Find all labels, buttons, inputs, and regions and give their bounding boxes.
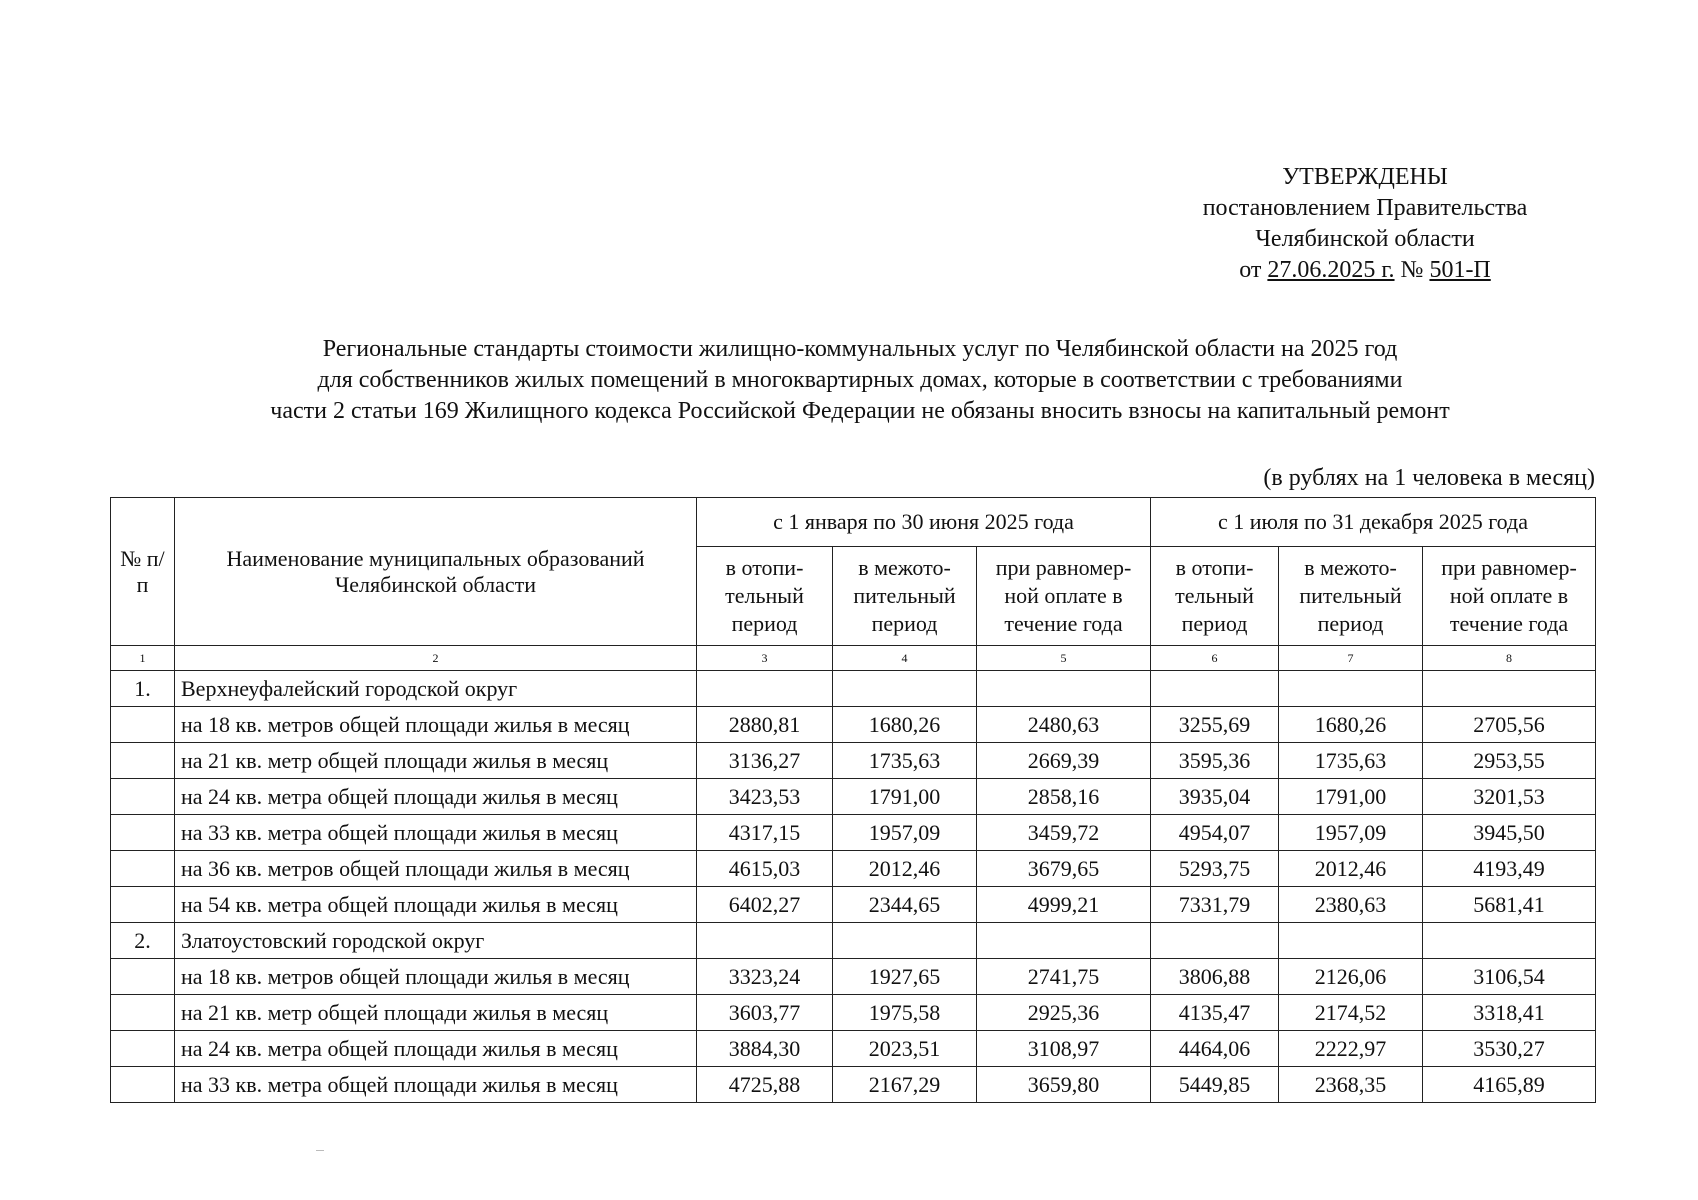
table-row	[111, 1067, 1596, 1103]
value-cell	[1423, 671, 1596, 707]
value-cell: 7331,79	[1151, 887, 1279, 923]
value-cell: 2705,56	[1423, 707, 1596, 743]
value-cell: 3108,97	[977, 1031, 1151, 1067]
subheader-nonheating: в межото-пительный период	[1279, 547, 1423, 646]
table-row	[111, 743, 1596, 779]
value-cell	[1423, 923, 1596, 959]
value-cell: 4999,21	[977, 887, 1151, 923]
value-cell: 1957,09	[833, 815, 977, 851]
row-name: на 33 кв. метра общей площади жилья в месяц	[175, 815, 697, 851]
row-name: на 33 кв. метра общей площади жилья в месяц	[175, 1067, 697, 1103]
approval-prefix: от	[1239, 257, 1262, 283]
approval-date: 27.06.2025 г.	[1267, 257, 1395, 283]
value-cell: 4193,49	[1423, 851, 1596, 887]
column-number: 3	[697, 646, 833, 671]
value-cell: 5449,85	[1151, 1067, 1279, 1103]
header-period-2: с 1 июля по 31 декабря 2025 года	[1151, 498, 1596, 547]
value-cell: 2023,51	[833, 1031, 977, 1067]
value-cell: 3106,54	[1423, 959, 1596, 995]
approval-line: Челябинской области	[1255, 226, 1475, 252]
value-cell: 3884,30	[697, 1031, 833, 1067]
value-cell: 1735,63	[833, 743, 977, 779]
table-row	[111, 707, 1596, 743]
value-cell: 3935,04	[1151, 779, 1279, 815]
column-number: 2	[175, 646, 697, 671]
value-cell: 2741,75	[977, 959, 1151, 995]
header-num: № п/п	[111, 498, 175, 646]
value-cell	[1151, 923, 1279, 959]
value-cell: 2380,63	[1279, 887, 1423, 923]
value-cell: 2880,81	[697, 707, 833, 743]
row-number	[111, 995, 175, 1031]
approval-number: 501-П	[1429, 257, 1491, 283]
column-number: 4	[833, 646, 977, 671]
value-cell: 1791,00	[1279, 779, 1423, 815]
value-cell: 1735,63	[1279, 743, 1423, 779]
row-number: 2.	[111, 923, 175, 959]
value-cell: 3255,69	[1151, 707, 1279, 743]
value-cell: 2480,63	[977, 707, 1151, 743]
value-cell: 3201,53	[1423, 779, 1596, 815]
value-cell: 2669,39	[977, 743, 1151, 779]
header-period-1: с 1 января по 30 июня 2025 года	[697, 498, 1151, 547]
table-row	[111, 959, 1596, 995]
value-cell: 1927,65	[833, 959, 977, 995]
value-cell: 4464,06	[1151, 1031, 1279, 1067]
value-cell: 2012,46	[833, 851, 977, 887]
approval-heading: УТВЕРЖДЕНЫ	[1282, 164, 1448, 190]
row-number	[111, 707, 175, 743]
column-number: 1	[111, 646, 175, 671]
value-cell: 2925,36	[977, 995, 1151, 1031]
value-cell: 3136,27	[697, 743, 833, 779]
column-number: 6	[1151, 646, 1279, 671]
table-row	[111, 995, 1596, 1031]
row-number	[111, 1031, 175, 1067]
column-number: 5	[977, 646, 1151, 671]
value-cell: 5293,75	[1151, 851, 1279, 887]
value-cell: 2858,16	[977, 779, 1151, 815]
value-cell: 2344,65	[833, 887, 977, 923]
title-line: Региональные стандарты стоимости жилищно-коммунальных услуг по Челябинской области на 2025 год	[322, 336, 1398, 362]
row-name: Верхнеуфалейский городской округ	[175, 671, 697, 707]
row-number	[111, 1067, 175, 1103]
row-name: на 21 кв. метр общей площади жилья в месяц	[175, 995, 697, 1031]
value-cell: 4954,07	[1151, 815, 1279, 851]
value-cell: 2174,52	[1279, 995, 1423, 1031]
value-cell: 5681,41	[1423, 887, 1596, 923]
value-cell: 6402,27	[697, 887, 833, 923]
table-row	[111, 1031, 1596, 1067]
value-cell	[1151, 671, 1279, 707]
title-line: для собственников жилых помещений в многоквартирных домах, которые в соответствии с требованиями	[317, 367, 1403, 393]
value-cell: 2167,29	[833, 1067, 977, 1103]
subheader-heating: в отопи-тельный период	[697, 547, 833, 646]
row-number: 1.	[111, 671, 175, 707]
value-cell: 3459,72	[977, 815, 1151, 851]
row-number	[111, 959, 175, 995]
row-name: на 54 кв. метра общей площади жилья в месяц	[175, 887, 697, 923]
row-name: Златоустовский городской округ	[175, 923, 697, 959]
value-cell: 4725,88	[697, 1067, 833, 1103]
value-cell	[977, 671, 1151, 707]
value-cell: 2368,35	[1279, 1067, 1423, 1103]
value-cell: 4615,03	[697, 851, 833, 887]
subheader-uniform: при равномер-ной оплате в течение года	[977, 547, 1151, 646]
row-name: на 18 кв. метров общей площади жилья в месяц	[175, 707, 697, 743]
subheader-uniform: при равномер-ной оплате в течение года	[1423, 547, 1596, 646]
value-cell	[1279, 923, 1423, 959]
value-cell: 3603,77	[697, 995, 833, 1031]
value-cell: 3318,41	[1423, 995, 1596, 1031]
approval-line: постановлением Правительства	[1202, 195, 1528, 221]
units-note: (в рублях на 1 человека в месяц)	[1263, 465, 1595, 491]
approval-date-line	[1165, 255, 1565, 286]
value-cell: 3679,65	[977, 851, 1151, 887]
table-row	[111, 851, 1596, 887]
value-cell: 2126,06	[1279, 959, 1423, 995]
standards-table	[110, 497, 1596, 1103]
subheader-nonheating: в межото-пительный период	[833, 547, 977, 646]
value-cell: 1957,09	[1279, 815, 1423, 851]
column-number-row	[111, 646, 1596, 671]
value-cell: 3423,53	[697, 779, 833, 815]
value-cell: 3595,36	[1151, 743, 1279, 779]
table-row	[111, 815, 1596, 851]
table-row	[111, 779, 1596, 815]
row-number	[111, 743, 175, 779]
value-cell: 3659,80	[977, 1067, 1151, 1103]
scan-mark	[316, 1150, 324, 1151]
approval-number-label: №	[1400, 257, 1424, 283]
row-number	[111, 815, 175, 851]
row-number	[111, 851, 175, 887]
table-row	[111, 923, 1596, 959]
value-cell: 1975,58	[833, 995, 977, 1031]
row-number	[111, 779, 175, 815]
row-name: на 18 кв. метров общей площади жилья в месяц	[175, 959, 697, 995]
header-name: Наименование муниципальных образований Челябинской области	[175, 498, 697, 646]
row-name: на 36 кв. метров общей площади жилья в месяц	[175, 851, 697, 887]
subheader-heating: в отопи-тельный период	[1151, 547, 1279, 646]
column-number: 8	[1423, 646, 1596, 671]
row-name: на 24 кв. метра общей площади жилья в месяц	[175, 779, 697, 815]
approval-block	[1165, 162, 1565, 286]
value-cell: 2222,97	[1279, 1031, 1423, 1067]
value-cell: 3323,24	[697, 959, 833, 995]
row-name: на 24 кв. метра общей площади жилья в месяц	[175, 1031, 697, 1067]
value-cell: 1680,26	[1279, 707, 1423, 743]
value-cell: 3530,27	[1423, 1031, 1596, 1067]
table-row	[111, 671, 1596, 707]
value-cell: 4317,15	[697, 815, 833, 851]
row-name: на 21 кв. метр общей площади жилья в месяц	[175, 743, 697, 779]
value-cell: 4135,47	[1151, 995, 1279, 1031]
value-cell	[977, 923, 1151, 959]
document-title	[120, 334, 1600, 427]
value-cell: 2012,46	[1279, 851, 1423, 887]
value-cell: 1680,26	[833, 707, 977, 743]
value-cell	[833, 671, 977, 707]
header-row	[111, 498, 1596, 547]
value-cell: 2953,55	[1423, 743, 1596, 779]
value-cell	[697, 671, 833, 707]
value-cell	[1279, 671, 1423, 707]
value-cell: 4165,89	[1423, 1067, 1596, 1103]
row-number	[111, 887, 175, 923]
value-cell: 1791,00	[833, 779, 977, 815]
value-cell	[833, 923, 977, 959]
value-cell: 3806,88	[1151, 959, 1279, 995]
column-number: 7	[1279, 646, 1423, 671]
value-cell: 3945,50	[1423, 815, 1596, 851]
table-row	[111, 887, 1596, 923]
value-cell	[697, 923, 833, 959]
title-line: части 2 статьи 169 Жилищного кодекса Российской Федерации не обязаны вносить взносы на капитальный ремонт	[270, 398, 1450, 424]
